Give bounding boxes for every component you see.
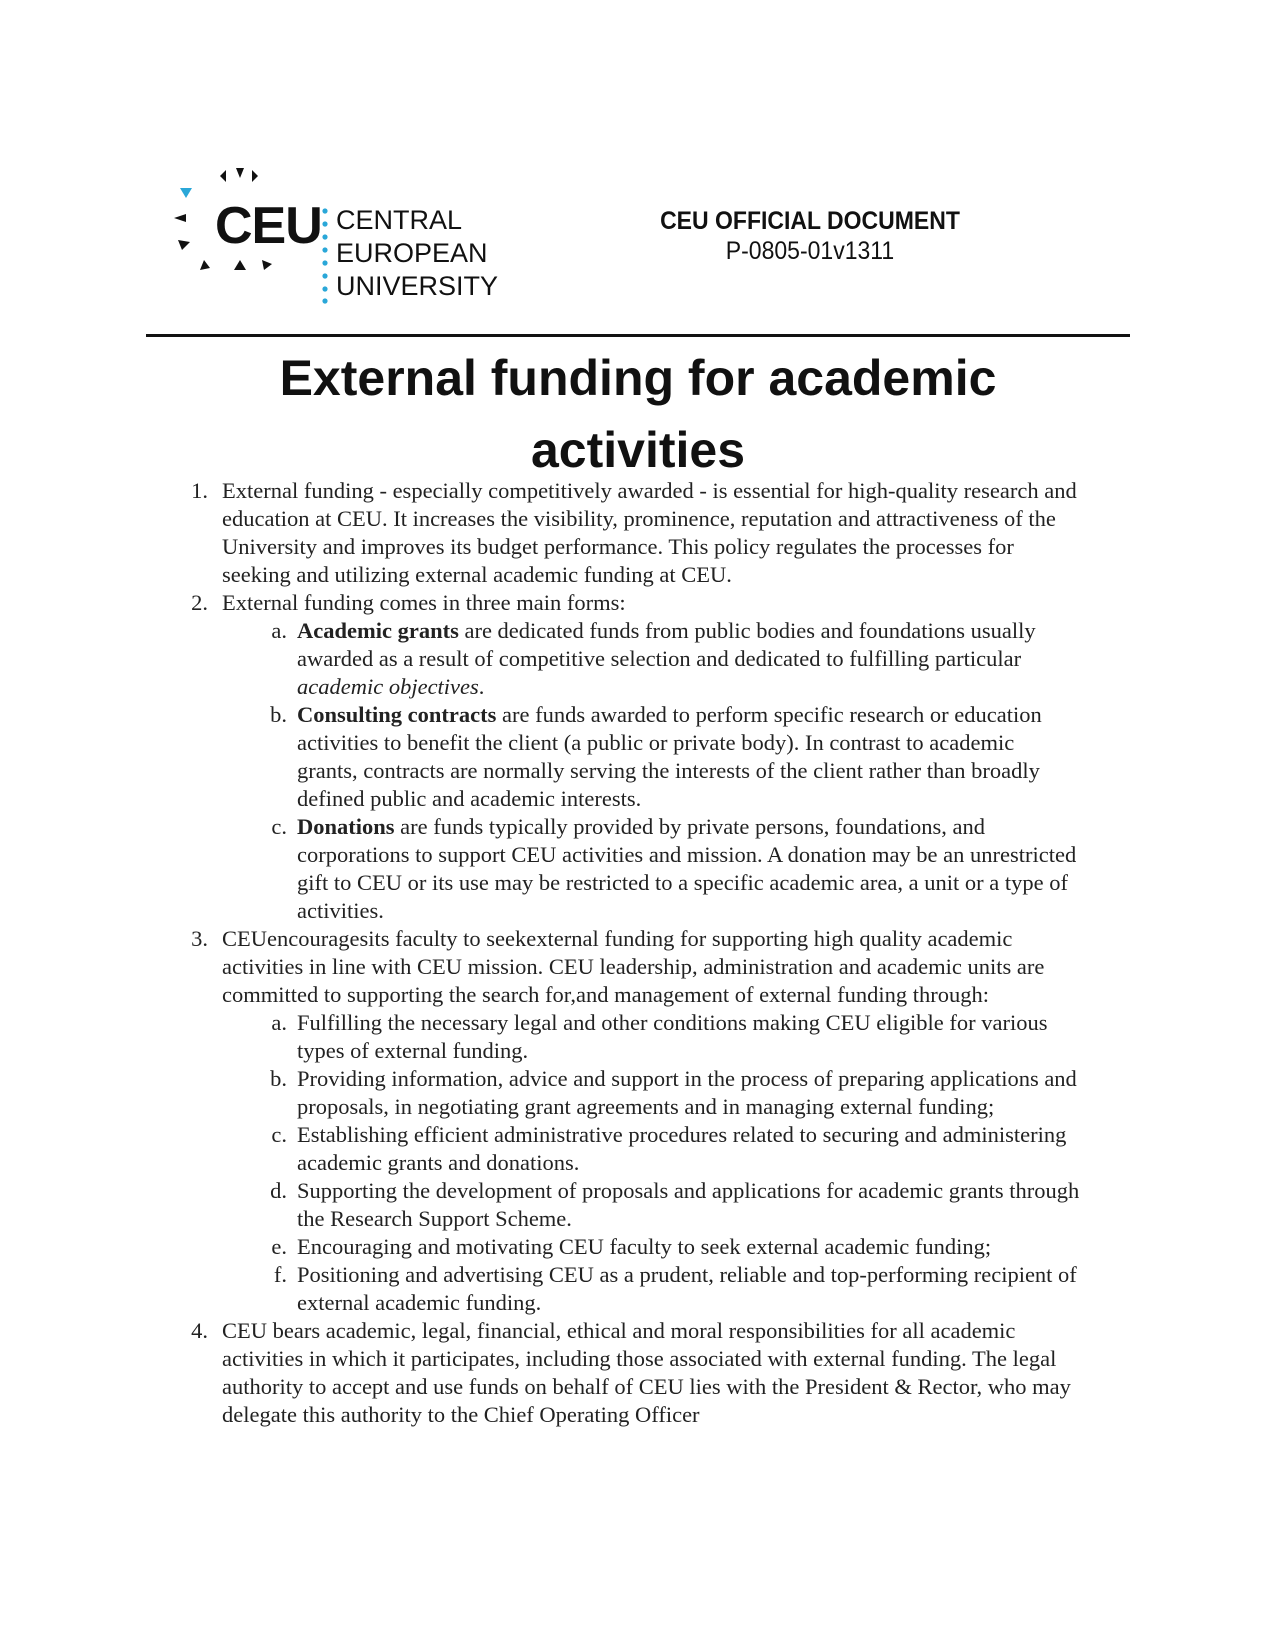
logo-university-name bbox=[336, 204, 498, 303]
sub-item-emphasis: academic objectives bbox=[297, 674, 479, 699]
logo-dotted-divider bbox=[322, 208, 328, 304]
sub-item-term: Donations bbox=[297, 814, 395, 839]
sub-item-letter: a. bbox=[271, 1010, 287, 1035]
sub-item bbox=[222, 1065, 1080, 1121]
sub-item-letter: c. bbox=[271, 1122, 287, 1147]
sub-item-tail: . bbox=[478, 674, 485, 699]
item-number: 1. bbox=[191, 478, 208, 503]
sub-item-term: Consulting contracts bbox=[297, 702, 497, 727]
logo-line-3: UNIVERSITY bbox=[336, 271, 499, 301]
sub-item-text: Providing information, advice and support in the process of preparing applications and proposals, in negotiating grant agreements and in managing external funding; bbox=[297, 1066, 1077, 1119]
sub-item-letter: e. bbox=[271, 1234, 287, 1259]
sub-item-term: Academic grants bbox=[297, 618, 459, 643]
sub-item bbox=[222, 1233, 1080, 1261]
sub-item bbox=[222, 617, 1080, 701]
doc-code: P-0805-01v1311 bbox=[725, 237, 895, 265]
sub-item-text: are dedicated funds from public bodies and foundations usually awarded as a result of competitive selection and dedicated to fulfilling particular bbox=[297, 618, 1036, 671]
sub-list bbox=[222, 617, 1080, 925]
sub-item-text: are funds typically provided by private persons, foundations, and corporations to support CEU activities and mission. A donation may be an unrestricted gift to CEU or its use may be restricted to a specific academic area, a unit or a type of activities. bbox=[297, 814, 1077, 923]
ceu-logo bbox=[174, 168, 514, 308]
sub-item-text: Fulfilling the necessary legal and other conditions making CEU eligible for various types of external funding. bbox=[297, 1010, 1048, 1063]
sub-item-letter: d. bbox=[270, 1178, 287, 1203]
sub-item-letter: f. bbox=[273, 1262, 287, 1287]
item-number: 2. bbox=[191, 590, 208, 615]
sub-list bbox=[222, 1009, 1080, 1317]
sub-item-letter: b. bbox=[270, 1066, 287, 1091]
list-item bbox=[180, 925, 1080, 1317]
title-line-2: activities bbox=[530, 422, 745, 478]
sub-item-text: Positioning and advertising CEU as a prudent, reliable and top-performing recipient of external academic funding. bbox=[297, 1262, 1077, 1315]
logo-line-1: CENTRAL bbox=[336, 205, 463, 235]
title-line-1: External funding for academic bbox=[279, 350, 997, 406]
sub-item-letter: a. bbox=[271, 618, 287, 643]
page-title bbox=[146, 342, 1130, 486]
list-item bbox=[180, 1317, 1080, 1429]
official-document-label bbox=[620, 206, 1000, 266]
sub-item-text: Encouraging and motivating CEU faculty to seek external academic funding; bbox=[297, 1234, 992, 1259]
logo-acronym: CEU bbox=[215, 197, 322, 255]
list-item bbox=[180, 477, 1080, 589]
policy-body bbox=[180, 477, 1080, 1429]
sub-item bbox=[222, 813, 1080, 925]
list-item bbox=[180, 589, 1080, 925]
item-text: External funding - especially competitively awarded - is essential for high-quality research and education at CEU. It increases the visibility, prominence, reputation and attractiveness of the University and improves its budget performance. This policy regulates the processes for seeking and utilizing external academic funding at CEU. bbox=[222, 478, 1077, 587]
sub-item-letter: c. bbox=[271, 814, 287, 839]
sub-item-text: Establishing efficient administrative procedures related to securing and administering academic grants and donations. bbox=[297, 1122, 1067, 1175]
sub-item-text: Supporting the development of proposals and applications for academic grants through the Research Support Scheme. bbox=[297, 1178, 1080, 1231]
item-text: External funding comes in three main forms: bbox=[222, 590, 626, 615]
item-number: 3. bbox=[191, 926, 208, 951]
sub-item bbox=[222, 1177, 1080, 1233]
sub-item-text: are funds awarded to perform specific research or education activities to benefit the client (a public or private body). In contrast to academic grants, contracts are normally serving the interests of the client rather than broadly defined public and academic interests. bbox=[297, 702, 1042, 811]
sub-item bbox=[222, 1009, 1080, 1065]
item-number: 4. bbox=[191, 1318, 208, 1343]
policy-list bbox=[180, 477, 1080, 1429]
sub-item-letter: b. bbox=[270, 702, 287, 727]
item-text: CEUencouragesits faculty to seekexternal funding for supporting high quality academic activities in line with CEU mission. CEU leadership, administration and academic units are committed to supporting the search for,and management of external funding through: bbox=[222, 926, 1045, 1007]
sub-item bbox=[222, 1261, 1080, 1317]
header-divider bbox=[146, 334, 1130, 337]
logo-line-2: EUROPEAN bbox=[336, 238, 488, 268]
item-text: CEU bears academic, legal, financial, ethical and moral responsibilities for all academic activities in which it participates, including those associated with external funding. The legal authority to accept and use funds on behalf of CEU lies with the President & Rector, who may delegate this authority to the Chief Operating Officer bbox=[222, 1318, 1071, 1427]
sub-item bbox=[222, 701, 1080, 813]
doc-label: CEU OFFICIAL DOCUMENT bbox=[660, 207, 960, 235]
sub-item bbox=[222, 1121, 1080, 1177]
